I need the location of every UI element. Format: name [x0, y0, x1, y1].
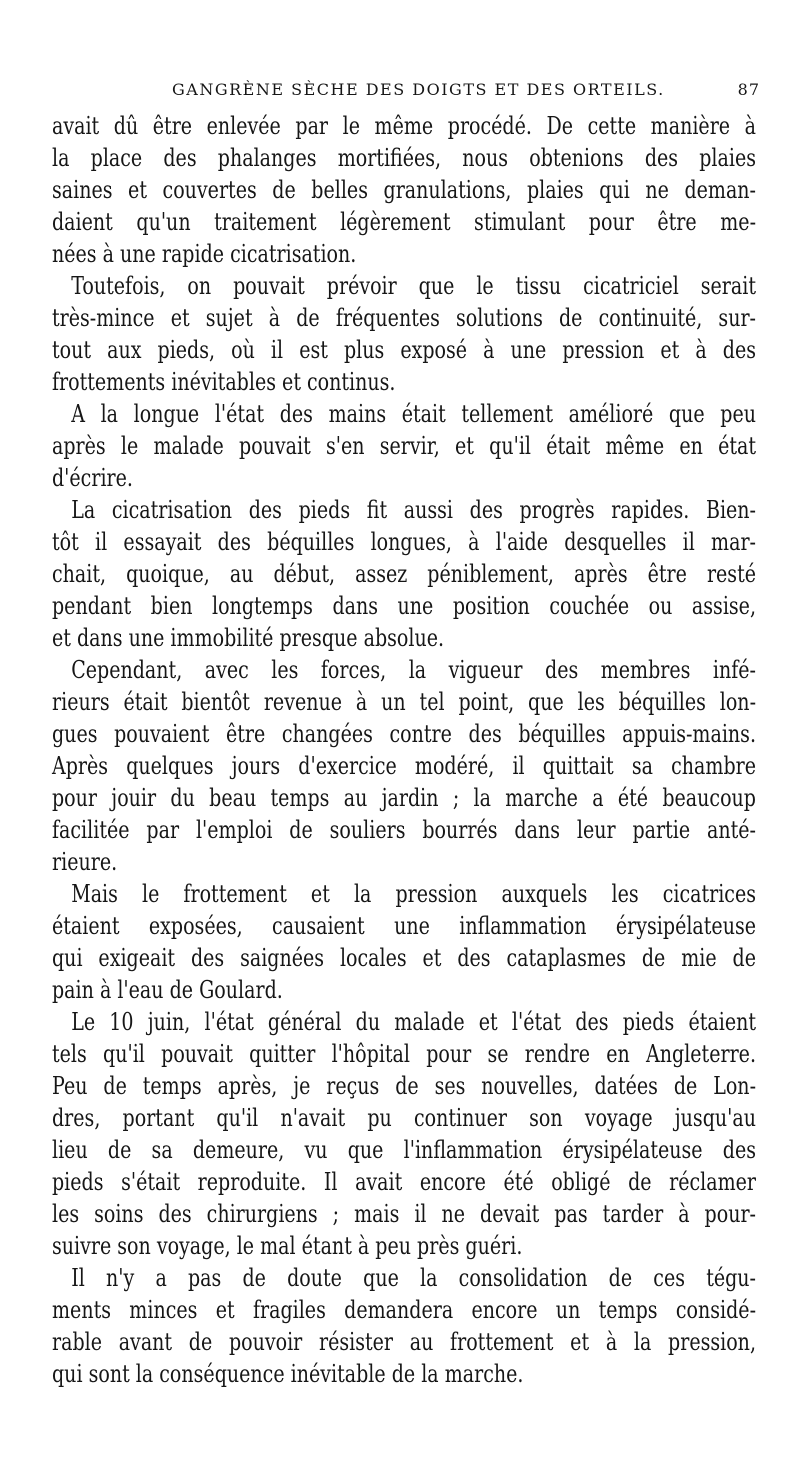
text-line: Peu de temps après, je reçus de ses nouvelles, datées de Lon- — [52, 1072, 756, 1100]
text-line: A la longue l'état des mains était tellement amélioré que peu — [71, 400, 756, 428]
text-line: pendant bien longtemps dans une position couchée ou assise, — [52, 592, 756, 620]
text-line: tels qu'il pouvait quitter l'hôpital pour se rendre en Angleterre. — [52, 1040, 756, 1068]
text-line: nées à une rapide cicatrisation. — [52, 240, 357, 268]
text-line: Il n'y a pas de doute que la consolidation de ces tégu- — [71, 1264, 756, 1292]
text-line: avait dû être enlevée par le même procédé. De cette manière à — [52, 112, 756, 140]
paragraph — [52, 878, 756, 1006]
text-line: gues pouvaient être changées contre des béquilles appuis-mains. — [52, 720, 756, 748]
paragraph — [52, 110, 756, 270]
text-line: qui sont la conséquence inévitable de la marche. — [52, 1360, 524, 1388]
paragraph — [52, 1262, 756, 1390]
paragraph — [52, 494, 756, 654]
paragraph — [52, 398, 756, 494]
text-line: les soins des chirurgiens ; mais il ne devait pas tarder à pour- — [52, 1200, 756, 1228]
text-line: rieurs était bientôt revenue à un tel point, que les béquilles lon- — [52, 688, 756, 716]
page-number: 87 — [737, 80, 760, 99]
text-line: Toutefois, on pouvait prévoir que le tissu cicatriciel serait — [71, 272, 756, 300]
text-line: saines et couvertes de belles granulations, plaies qui ne deman- — [52, 176, 756, 204]
paragraph — [52, 1006, 756, 1262]
text-line: La cicatrisation des pieds fit aussi des progrès rapides. Bien- — [71, 496, 756, 524]
text-line: rieure. — [52, 848, 118, 876]
page-header — [40, 74, 760, 104]
text-line: qui exigeait des saignées locales et des cataplasmes de mie de — [52, 944, 756, 972]
running-title: GANGRÈNE SÈCHE DES DOIGTS ET DES ORTEILS. — [172, 80, 665, 99]
text-line: Après quelques jours d'exercice modéré, il quittait sa chambre — [52, 752, 756, 780]
text-line: Mais le frottement et la pression auxquels les cicatrices — [71, 880, 756, 908]
text-line: pieds s'était reproduite. Il avait encore été obligé de réclamer — [52, 1168, 756, 1196]
text-line: étaient exposées, causaient une inflammation érysipélateuse — [52, 912, 756, 940]
text-line: facilitée par l'emploi de souliers bourrés dans leur partie anté- — [52, 816, 756, 844]
text-line: très-mince et sujet à de fréquentes solutions de continuité, sur- — [52, 304, 756, 332]
text-line: dres, portant qu'il n'avait pu continuer son voyage jusqu'au — [52, 1104, 756, 1132]
text-line: daient qu'un traitement légèrement stimulant pour être me- — [52, 208, 756, 236]
text-line: d'écrire. — [52, 464, 133, 492]
text-line: pain à l'eau de Goulard. — [52, 976, 283, 1004]
text-line: chait, quoique, au début, assez péniblement, après être resté — [52, 560, 756, 588]
text-line: suivre son voyage, le mal étant à peu près guéri. — [52, 1232, 523, 1260]
text-line: après le malade pouvait s'en servir, et qu'il était même en état — [52, 432, 756, 460]
text-line: Cependant, avec les forces, la vigueur des membres infé- — [71, 656, 756, 684]
paragraph — [52, 270, 756, 398]
text-line: rable avant de pouvoir résister au frottement et à la pression, — [52, 1328, 756, 1356]
text-line: tôt il essayait des béquilles longues, à l'aide desquelles il mar- — [52, 528, 756, 556]
text-line: lieu de sa demeure, vu que l'inflammation érysipélateuse des — [52, 1136, 756, 1164]
paragraph — [52, 654, 756, 878]
text-line: la place des phalanges mortifiées, nous obtenions des plaies — [52, 144, 756, 172]
text-line: et dans une immobilité presque absolue. — [52, 624, 445, 652]
body-text — [52, 110, 756, 1390]
text-line: Le 10 juin, l'état général du malade et l'état des pieds étaient — [71, 1008, 756, 1036]
text-line: tout aux pieds, où il est plus exposé à une pression et à des — [52, 336, 756, 364]
text-line: frottements inévitables et continus. — [52, 368, 396, 396]
text-line: pour jouir du beau temps au jardin ; la marche a été beaucoup — [52, 784, 756, 812]
text-line: ments minces et fragiles demandera encore un temps considé- — [52, 1296, 756, 1324]
